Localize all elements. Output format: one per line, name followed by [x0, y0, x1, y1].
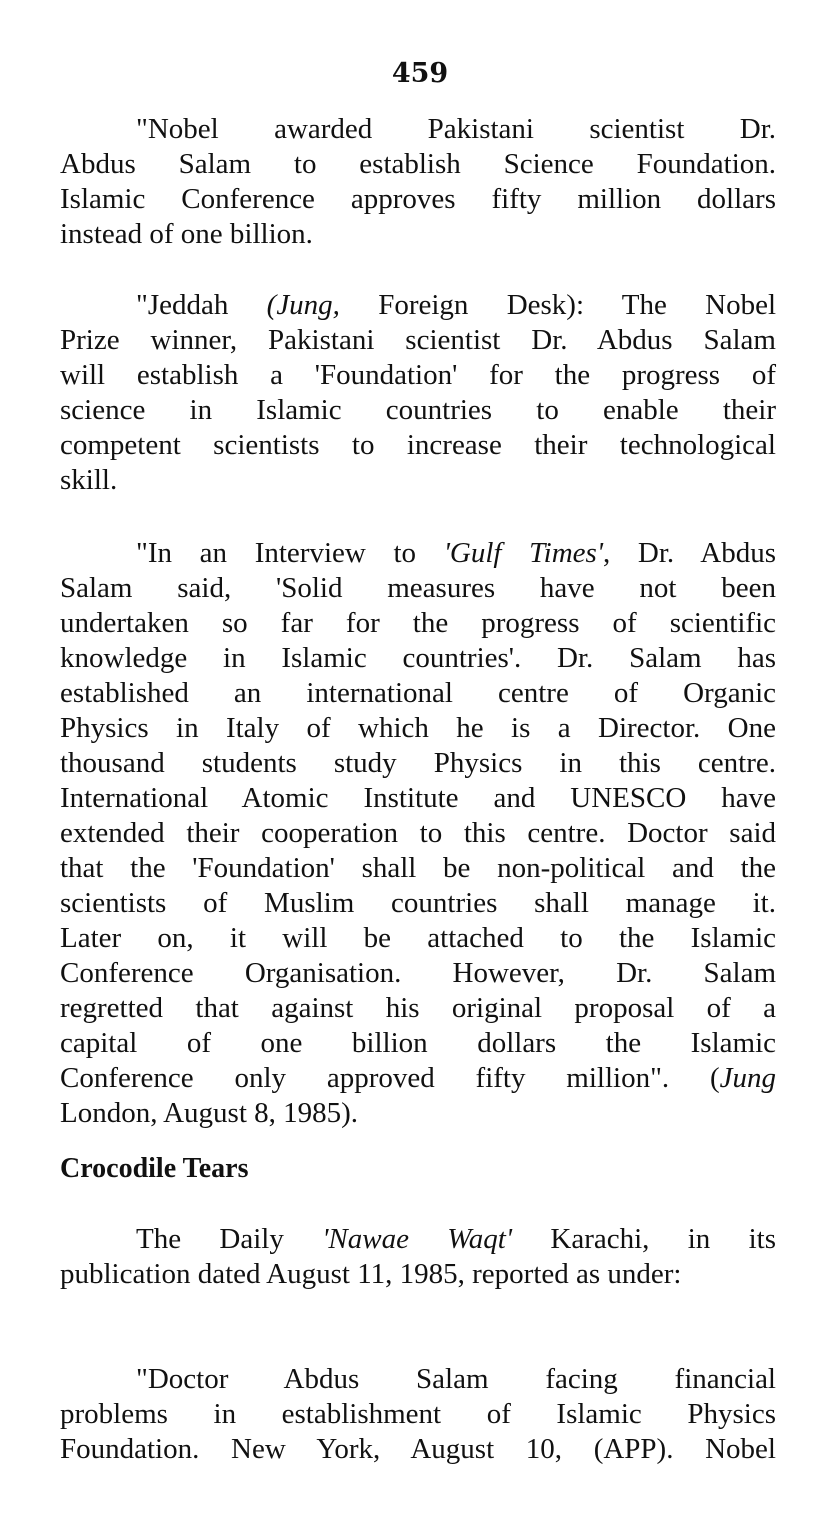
text-line: problems in establishment of Islamic Physics: [60, 1398, 776, 1430]
paragraph-2: [60, 288, 776, 498]
text-line: competent scientists to increase their technological: [60, 429, 776, 461]
text-line: International Atomic Institute and UNESCO have: [60, 782, 776, 814]
text-line: Conference Organisation. However, Dr. Salam: [60, 957, 776, 989]
page-number: 459: [391, 58, 449, 89]
text-line: scientists of Muslim countries shall manage it.: [60, 887, 776, 919]
text-line: Prize winner, Pakistani scientist Dr. Abdus Salam: [60, 324, 776, 356]
text-line: "Nobel awarded Pakistani scientist Dr.: [136, 113, 776, 145]
text-line: "In an Interview to 'Gulf Times', Dr. Abdus: [136, 537, 776, 569]
paragraph-4: [60, 1222, 776, 1292]
text-line: Islamic Conference approves fifty million dollars: [60, 183, 776, 215]
text-line: skill.: [60, 464, 118, 496]
text-line: will establish a 'Foundation' for the progress of: [60, 359, 776, 391]
text-line: instead of one billion.: [60, 218, 313, 250]
text-line: Physics in Italy of which he is a Director. One: [60, 712, 776, 744]
text-line: London, August 8, 1985).: [60, 1097, 359, 1129]
paragraph-5: [60, 1362, 776, 1467]
text-line: "Doctor Abdus Salam facing financial: [136, 1363, 776, 1395]
text-line: science in Islamic countries to enable their: [60, 394, 776, 426]
text-line: Salam said, 'Solid measures have not been: [60, 572, 776, 604]
text-line: The Daily 'Nawae Waqt' Karachi, in its: [136, 1223, 777, 1255]
text-line: that the 'Foundation' shall be non-political and the: [60, 852, 776, 884]
text-line: Abdus Salam to establish Science Foundation.: [60, 148, 776, 180]
text-line: publication dated August 11, 1985, reported as under:: [60, 1258, 682, 1290]
text-line: capital of one billion dollars the Islamic: [60, 1027, 776, 1059]
paragraph-3: [60, 536, 776, 1131]
text-line: extended their cooperation to this centre. Doctor said: [60, 817, 776, 849]
text-line: regretted that against his original proposal of a: [60, 992, 776, 1024]
text-line: Later on, it will be attached to the Islamic: [60, 922, 776, 954]
source-gulf-times: 'Gulf Times': [443, 537, 604, 569]
text-line: thousand students study Physics in this centre.: [60, 747, 776, 779]
section-heading: Crocodile Tears: [60, 1153, 249, 1184]
source-jung: Jung: [719, 1062, 776, 1094]
text-line: established an international centre of Organic: [60, 677, 776, 709]
source-jung: (Jung,: [266, 289, 379, 321]
text-line: "Jeddah (Jung, Foreign Desk): The Nobel: [136, 289, 777, 321]
text-line: Conference only approved fifty million". (Jung: [60, 1062, 776, 1094]
text-line: undertaken so far for the progress of scientific: [60, 607, 776, 639]
text-line: knowledge in Islamic countries'. Dr. Salam has: [60, 642, 776, 674]
text-line: Foundation. New York, August 10, (APP). Nobel: [60, 1433, 776, 1465]
paragraph-1: [60, 112, 776, 252]
source-nawae-waqt: 'Nawae Waqt': [322, 1223, 513, 1255]
